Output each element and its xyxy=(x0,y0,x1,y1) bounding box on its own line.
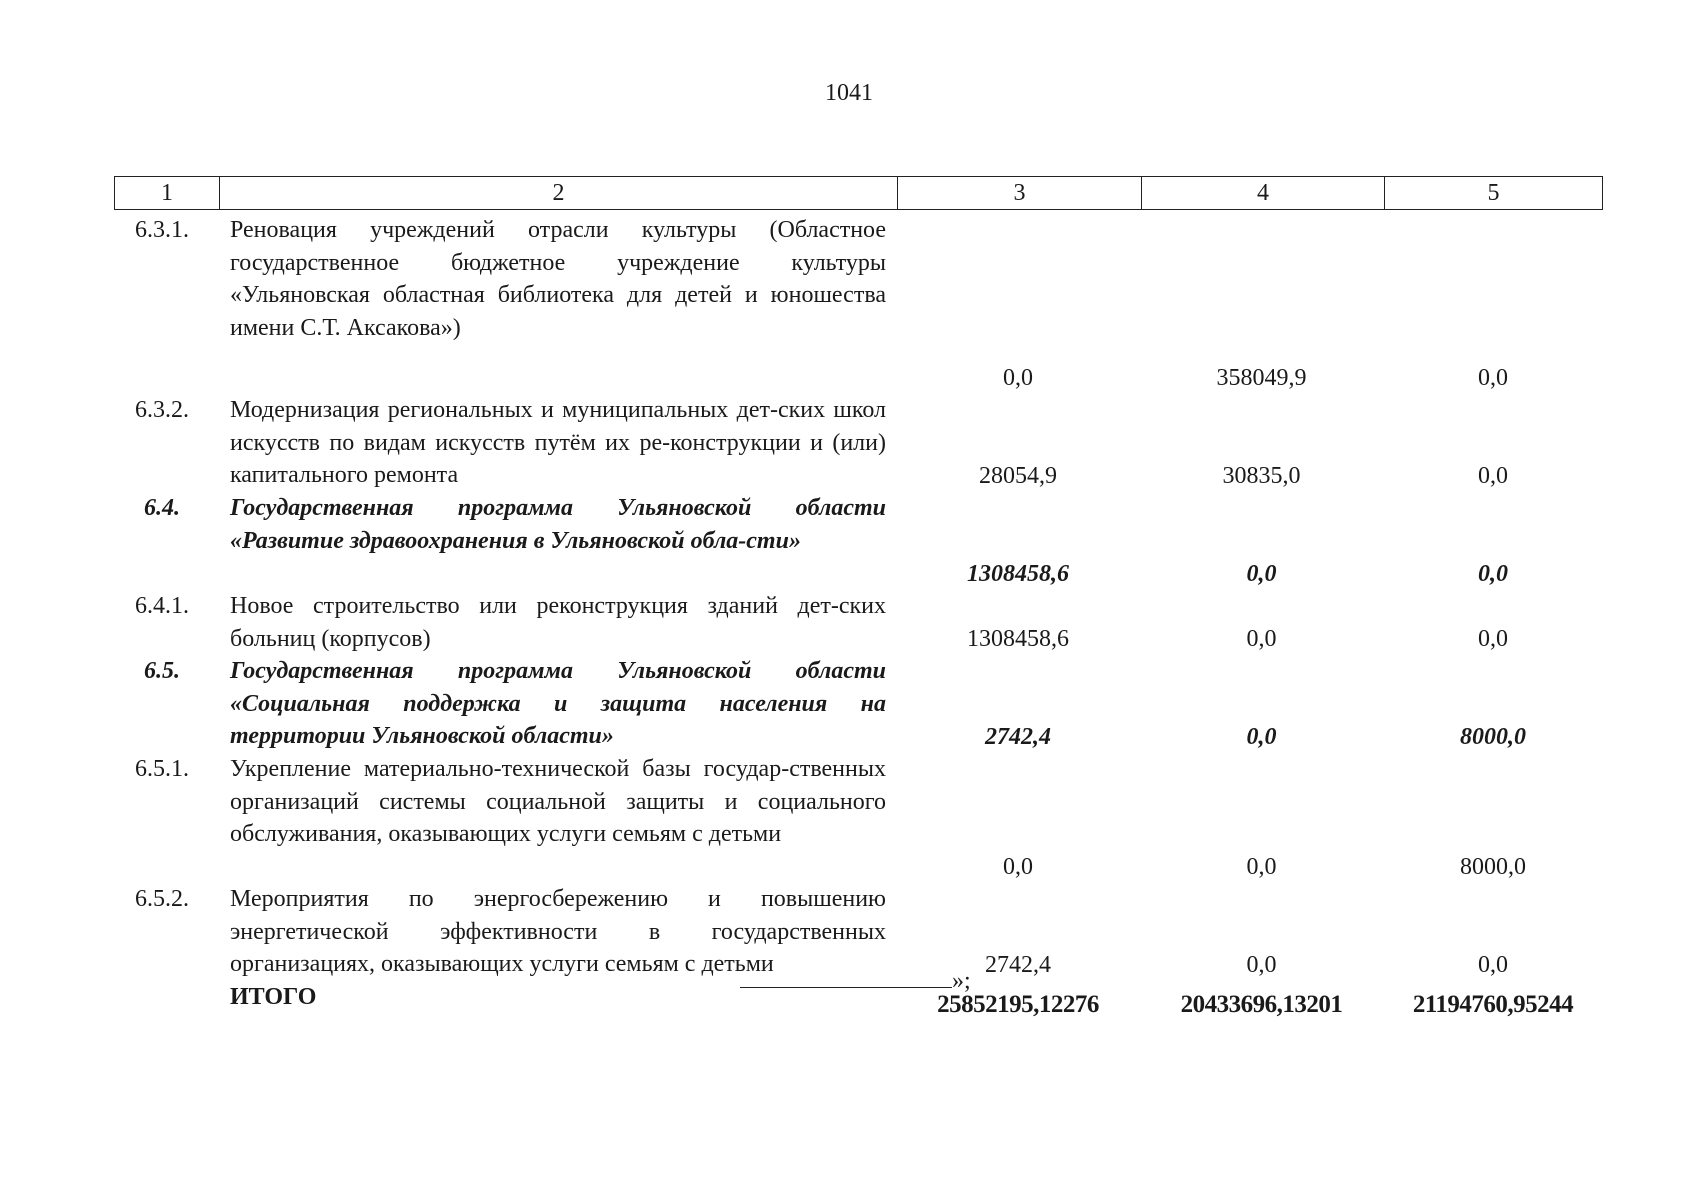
row-value-col3: 1308458,6 xyxy=(967,560,1069,587)
header-col-5: 5 xyxy=(1384,177,1602,209)
row-value-col5: 0,0 xyxy=(1478,625,1508,652)
row-number: 6.3.2. xyxy=(135,397,189,423)
table-row xyxy=(114,394,1603,492)
row-description: Укрепление материально-технической базы государ-ственных организаций системы социальной защиты и социального обслуживания, оказывающих услуги семьям с детьми xyxy=(230,756,886,847)
row-value-col4: 0,0 xyxy=(1246,723,1277,750)
row-value-col3: 1308458,6 xyxy=(967,625,1069,652)
row-description: Новое строительство или реконструкция зданий дет-ских больниц (корпусов) xyxy=(230,593,886,652)
row-number: 6.5. xyxy=(144,658,180,684)
closing-mark xyxy=(740,968,971,995)
table-row xyxy=(114,753,1603,883)
closing-underline xyxy=(740,969,952,988)
row-value-col5: 0,0 xyxy=(1478,560,1508,587)
row-value-col4: 358049,9 xyxy=(1216,364,1307,391)
row-number: 6.5.2. xyxy=(135,886,189,912)
table-row xyxy=(114,492,1603,590)
table-row xyxy=(114,214,1603,394)
row-value-col4: 0,0 xyxy=(1246,951,1277,978)
closing-quote: »; xyxy=(952,968,971,994)
row-number: 6.4. xyxy=(144,495,180,521)
row-description: Реновация учреждений отрасли культуры (Областное государственное бюджетное учреждение культуры «Ульяновская областная библиотека для детей и юношества имени С.Т. Аксакова») xyxy=(230,217,886,341)
table-header-row xyxy=(114,176,1603,210)
page-number: 1041 xyxy=(825,80,873,106)
row-description: Государственная программа Ульяновской области «Развитие здравоохранения в Ульяновской обла-сти» xyxy=(230,495,886,554)
total-label: ИТОГО xyxy=(230,984,317,1010)
header-col-4: 4 xyxy=(1141,177,1384,209)
row-value-col5: 0,0 xyxy=(1478,364,1508,391)
table-body xyxy=(114,214,1603,1021)
row-number: 6.5.1. xyxy=(135,756,189,782)
row-description: Мероприятия по энергосбережению и повышению энергетической эффективности в государственных организациях, оказывающих услуги семьям с детьми xyxy=(230,886,886,977)
row-description: Государственная программа Ульяновской области «Социальная поддержка и защита населения на территории Ульяновской области» xyxy=(230,658,886,749)
row-number: 6.4.1. xyxy=(135,593,189,619)
row-value-col4: 0,0 xyxy=(1246,853,1277,880)
row-value-col5: 0,0 xyxy=(1478,951,1508,978)
row-value-col4: 0,0 xyxy=(1246,560,1277,587)
row-value-col5: 8000,0 xyxy=(1460,853,1526,880)
row-value-col3: 0,0 xyxy=(1003,364,1033,391)
table-row xyxy=(114,590,1603,655)
total-value-col4: 20433696,13201 xyxy=(1180,991,1343,1018)
total-value-col3: 25852195,12276 xyxy=(937,991,1099,1018)
table-row xyxy=(114,883,1603,981)
row-value-col4: 0,0 xyxy=(1246,625,1277,652)
row-number: 6.3.1. xyxy=(135,217,189,243)
header-col-1: 1 xyxy=(161,180,173,206)
row-value-col3: 2742,4 xyxy=(985,951,1051,978)
header-col-2: 2 xyxy=(219,177,897,209)
row-value-col3: 28054,9 xyxy=(979,462,1057,489)
row-value-col3: 0,0 xyxy=(1003,853,1033,880)
total-value-col5: 21194760,95244 xyxy=(1412,991,1574,1018)
row-value-col5: 0,0 xyxy=(1478,462,1508,489)
row-value-col5: 8000,0 xyxy=(1460,723,1526,750)
header-col-3: 3 xyxy=(897,177,1141,209)
row-value-col3: 2742,4 xyxy=(985,723,1051,750)
table-row xyxy=(114,655,1603,753)
row-description: Модернизация региональных и муниципальных дет-ских школ искусств по видам искусств путём их ре-конструкции и (или) капитального ремонта xyxy=(230,397,886,488)
row-value-col4: 30835,0 xyxy=(1222,462,1301,489)
